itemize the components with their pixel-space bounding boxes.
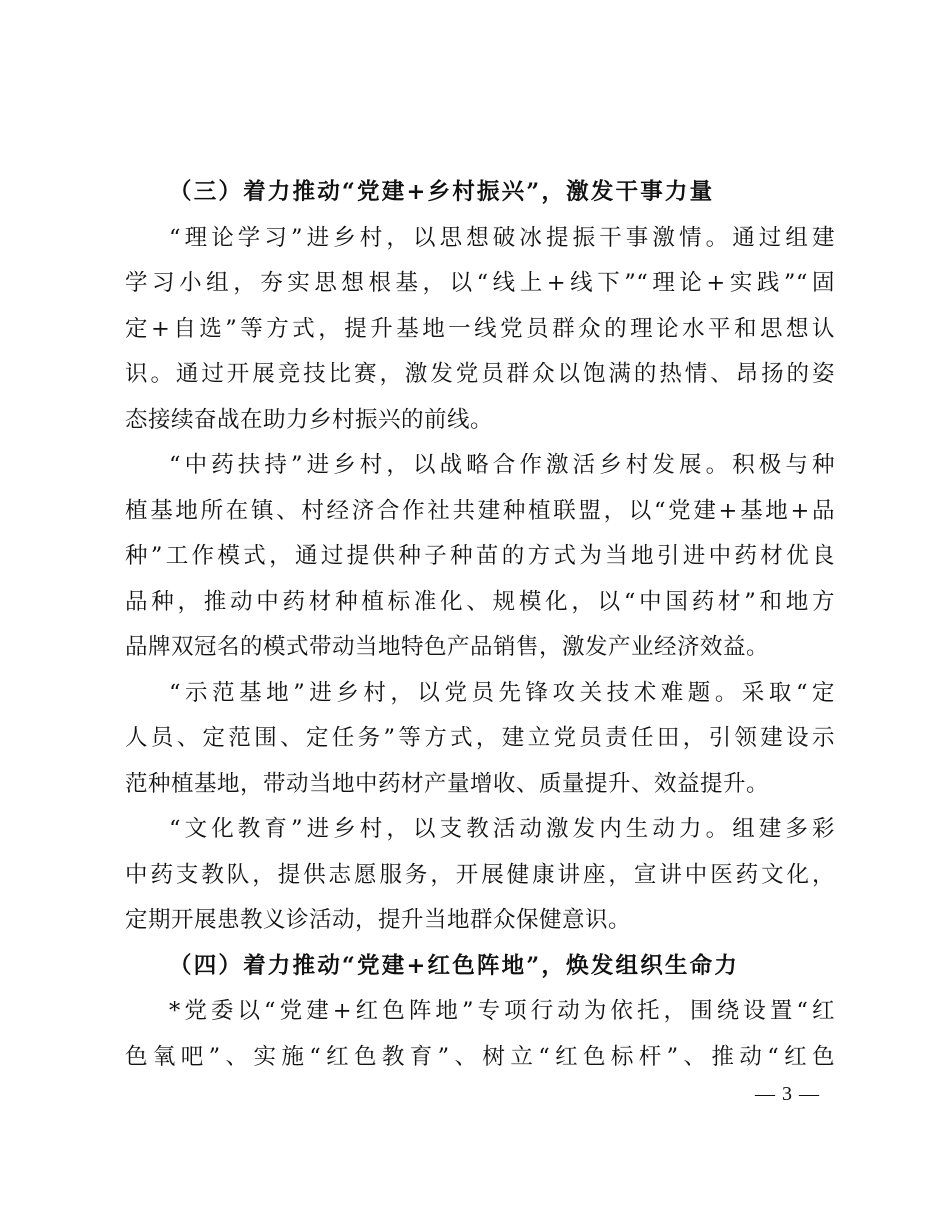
paragraph-culture-education	[125, 807, 835, 944]
text-line: “中药扶持”进乡村，以战略合作激活乡村发展。积极与种	[169, 452, 835, 478]
text-line: 人员、定范围、定任务”等方式，建立党员责任田，引领建设示	[125, 725, 835, 751]
text-line: 品牌双冠名的模式带动当地特色产品销售，激发产业经济效益。	[125, 634, 770, 660]
paragraph-theory-study	[125, 216, 835, 444]
text-line: 植基地所在镇、村经济合作社共建种植联盟，以“党建+基地+品	[125, 497, 835, 524]
text-line: 中药支教队，提供志愿服务，开展健康讲座，宣讲中医药文化，	[125, 861, 835, 888]
document-body	[125, 170, 835, 1080]
paragraph-demo-base	[125, 671, 835, 808]
text-line: 定+自选”等方式，提升基地一线党员群众的理论水平和思想认	[125, 315, 835, 342]
text-line: 学习小组，夯实思想根基，以“线上+线下”“理论+实践”“固	[125, 270, 835, 296]
text-line: 范种植基地，带动当地中药材产量增收、质量提升、效益提升。	[125, 770, 770, 797]
section-4-heading: （四）着力推动“党建+红色阵地”，焕发组织生命力	[169, 952, 740, 979]
text-line: 定期开展患教义诊活动，提升当地群众保健意识。	[125, 907, 632, 933]
text-line: “文化教育”进乡村，以支教活动激发内生动力。组建多彩	[169, 816, 835, 842]
text-line: 态接续奋战在助力乡村振兴的前线。	[125, 406, 494, 433]
section-3-heading: （三）着力推动“党建+乡村振兴”，激发干事力量	[169, 179, 715, 205]
text-line: 品种，推动中药材种植标准化、规模化，以“中国药材”和地方	[125, 588, 835, 615]
text-line: 色氧吧”、实施“红色教育”、树立“红色标杆”、推动“红色	[125, 1043, 835, 1070]
text-line: 种”工作模式，通过提供种子种苗的方式为当地引进中药材优良	[125, 543, 835, 569]
text-line: 识。通过开展竞技比赛，激发党员群众以饱满的热情、昂扬的姿	[125, 361, 835, 387]
text-line: “理论学习”进乡村，以思想破冰提振干事激情。通过组建	[169, 224, 835, 251]
paragraph-red-position	[125, 989, 835, 1080]
page-number: — 3 —	[755, 1083, 820, 1105]
text-line: *党委以“党建+红色阵地”专项行动为依托，围绕设置“红	[169, 998, 835, 1024]
paragraph-tcm-support	[125, 443, 835, 671]
text-line: “示范基地”进乡村，以党员先锋攻关技术难题。采取“定	[169, 679, 835, 706]
